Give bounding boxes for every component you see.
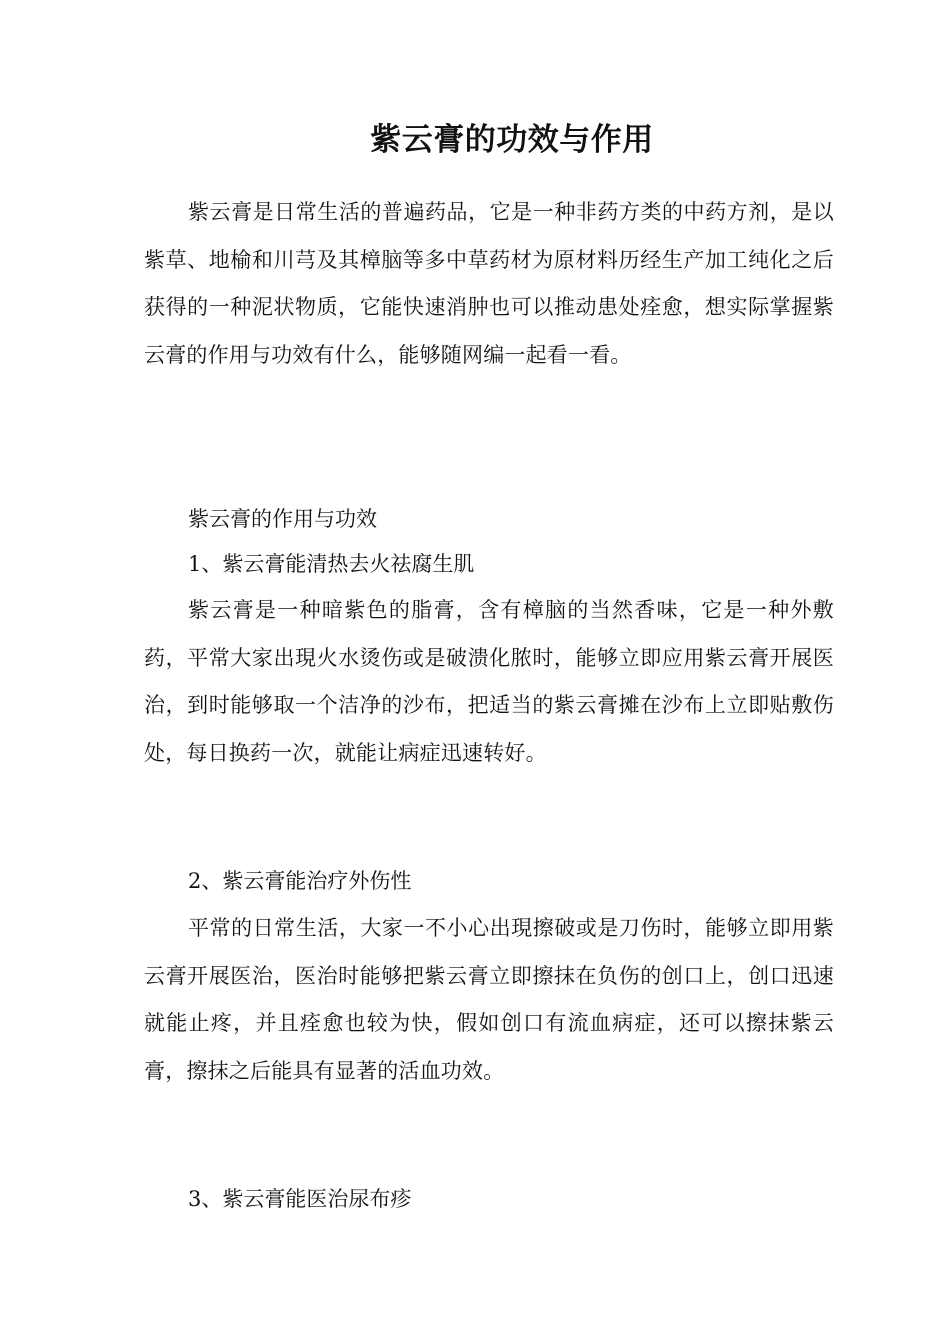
item-3-heading: 3、紫云膏能医治尿布疹 xyxy=(188,1187,412,1211)
item-1-body: 紫云膏是一种暗紫色的脂膏，含有樟脑的当然香味，它是一种外敷药，平常大家出現火水烫伤或是破溃化脓时，能够立即应用紫云膏开展医治，到时能够取一个洁净的沙布，把适当的紫云膏摊在沙布上立即贴敷伤处，每日换药一次，就能让病症迅速转好。 xyxy=(144,598,834,765)
item-2-body: 平常的日常生活，大家一不小心出現擦破或是刀伤时，能够立即用紫云膏开展医治，医治时能够把紫云膏立即擦抹在负伤的创口上，创口迅速就能止疼，并且痊愈也较为快，假如创口有流血病症，还可以擦抹紫云膏，擦抹之后能具有显著的活血功效。 xyxy=(144,916,834,1083)
section-heading: 紫云膏的作用与功效 xyxy=(188,507,377,531)
item-2-heading: 2、紫云膏能治疗外伤性 xyxy=(188,869,412,893)
document-title: 紫云膏的功效与作用 xyxy=(370,122,654,158)
intro-paragraph: 紫云膏是日常生活的普遍药品，它是一种非药方类的中药方剂，是以紫草、地榆和川芎及其樟脑等多中草药材为原材料历经生产加工纯化之后获得的一种泥状物质，它能快速消肿也可以推动患处痊愈，想实际掌握紫云膏的作用与功效有什么，能够随网编一起看一看。 xyxy=(144,200,834,367)
item-1-heading: 1、紫云膏能清热去火祛腐生肌 xyxy=(188,552,475,576)
